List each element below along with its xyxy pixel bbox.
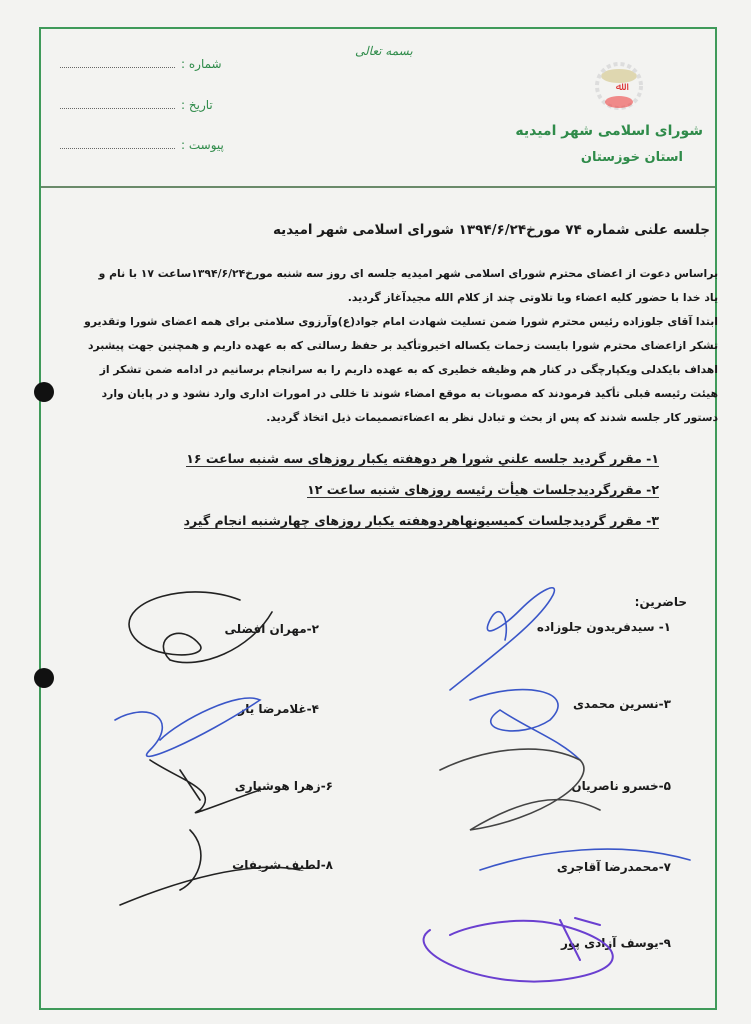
paragraph-line: اهداف بایکدلی ویکپارچگی در کنار هم وظیفه خطیری که به عهده داریم را به سرانجام برسانیم در ادامه ضمن تشکر از bbox=[99, 363, 718, 376]
emblem-logo bbox=[588, 58, 650, 110]
header-divider bbox=[41, 186, 715, 188]
paragraph-line: هیئت رئیسه قبلی تأکید فرمودند که مصوبات به موقع امضاء شوند تا خللی در امورات اداری وارد نشود و در پایان وارد bbox=[101, 387, 718, 400]
resolution-item: ۳- مقرر گردیدجلسات کمیسیونهاهردوهفته یکبار روزهای چهارشنبه انجام گیرد bbox=[183, 513, 659, 528]
attendee: ۶-زهرا هوشیاری bbox=[234, 779, 333, 793]
paragraph-line: ابتدا آقای جلوزاده رئیس محترم شورا ضمن تسلیت شهادت امام جواد(ع)وآرزوی سلامتی برای همه اعضای شورا وتقدیرو bbox=[84, 315, 718, 328]
svg-text:ﷲ: ﷲ bbox=[615, 80, 623, 93]
paragraph-line: براساس دعوت از اعضای محترم شورای اسلامی شهر امیدیه جلسه ای روز سه شنبه مورخ۱۳۹۴/۶/۲۴ساعت ۱۷ با نام و bbox=[98, 267, 718, 280]
attendee: ۷-محمدرضا آقاجری bbox=[556, 860, 671, 874]
resolution-item: ۲- مقررگردیدجلسات هیأت رئیسه روزهای شنبه ساعت ۱۲ bbox=[307, 482, 659, 497]
document-title: جلسه علنی شماره ۷۴ مورخ۱۳۹۴/۶/۲۴ شورای اسلامی شهر امیدیه bbox=[273, 222, 710, 238]
basmala: بسمه تعالی bbox=[355, 44, 413, 58]
attachment-dots bbox=[60, 148, 175, 149]
province-name: استان خوزستان bbox=[580, 150, 683, 165]
attendee: ۵-خسرو ناصریان bbox=[571, 779, 671, 793]
attendee: ۹-یوسف آزادی پور bbox=[560, 936, 671, 950]
attendee: ۲-مهران افضلی bbox=[224, 622, 319, 636]
paragraph-line: تشکر ازاعضای محترم شورا بایست زحمات یکساله اخیروتأکید بر حفظ رسالتی که به عهده داریم و همچنین جهت پیشبرد bbox=[88, 339, 718, 352]
number-label: شماره : bbox=[181, 57, 222, 71]
date-label: تاریخ : bbox=[181, 98, 213, 112]
attendee: ۳-نسرین محمدی bbox=[572, 697, 671, 711]
attendees-label: حاضرین: bbox=[634, 595, 687, 609]
org-name: شورای اسلامی شهر امیدیه bbox=[515, 123, 703, 139]
attendee: ۱- سیدفریدون جلوزاده bbox=[536, 620, 671, 634]
date-field bbox=[60, 98, 213, 112]
attachment-label: پیوست : bbox=[181, 138, 224, 152]
attendee: ۸-لطیف شریفات bbox=[232, 858, 333, 872]
paragraph-line: یاد خدا با حضور کلیه اعضاء وبا تلاوتی چند از کلام الله مجیدآغاز گردید. bbox=[347, 291, 718, 304]
attachment-field bbox=[60, 138, 224, 152]
body-paragraph bbox=[84, 262, 718, 430]
date-dots bbox=[60, 108, 175, 109]
punch-hole bbox=[34, 382, 54, 402]
paragraph-line: دستور کار جلسه شدند که پس از بحث و تبادل نظر به اعضاءتصمیمات ذیل اتخاذ گردید. bbox=[266, 411, 718, 424]
attendee: ۴-غلامرضا یار bbox=[238, 702, 319, 716]
resolution-item: ۱- مقرر گردید جلسه علني شورا هر دوهفته یکبار روزهای سه شنبه ساعت ۱۶ bbox=[186, 451, 659, 466]
punch-hole bbox=[34, 668, 54, 688]
number-dots bbox=[60, 67, 175, 68]
number-field bbox=[60, 57, 222, 71]
